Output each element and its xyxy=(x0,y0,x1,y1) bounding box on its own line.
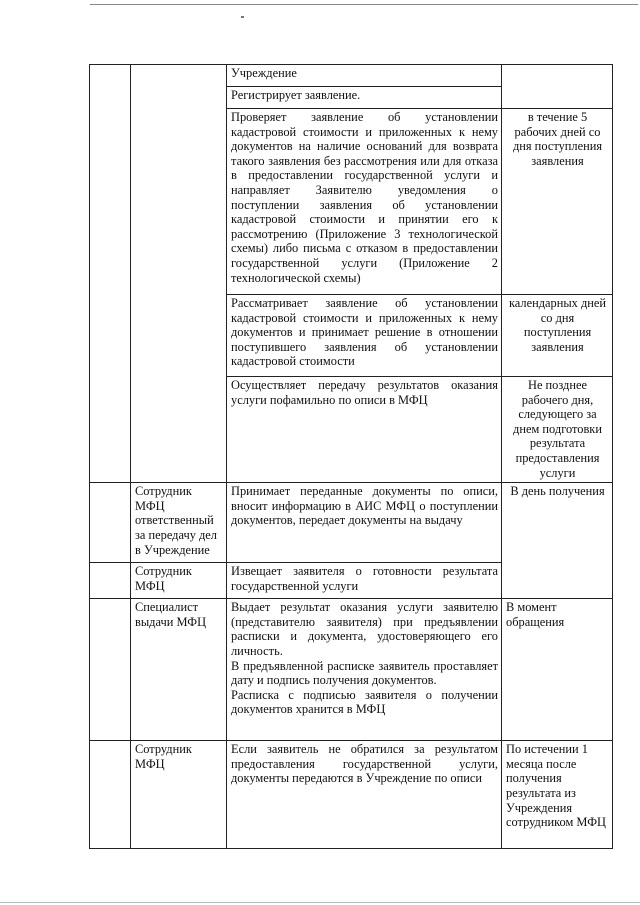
number-cell xyxy=(90,741,131,849)
number-cell xyxy=(90,563,131,599)
term-cell: В день получения xyxy=(502,483,613,599)
actor-cell: Специалист выдачи МФЦ xyxy=(131,599,227,741)
action-cell xyxy=(227,599,502,741)
action-cell: Проверяет заявление об установлении кадастровой стоимости и приложенных к нему документов на наличие оснований для возврата такого заявления без рассмотрения или для отказа в предоставлении государственной услуги и направляет Заявителю уведомления о поступлении заявления об установлении кадастровой стоимости и принятии его к рассмотрению (Приложение 3 технологической схемы) либо письма с отказом в предоставлении государственной услуги (Приложение 2 технологической схемы) xyxy=(227,109,502,295)
number-cell xyxy=(90,65,131,483)
term-cell: Не позднее рабочего дня, следующего за днем подготовки результата предоставления услуги xyxy=(502,377,613,483)
page-mark xyxy=(241,16,244,18)
term-cell: По истечении 1 месяца после получения результата из Учреждения сотрудником МФЦ xyxy=(502,741,613,849)
table-row xyxy=(90,599,613,741)
term-cell xyxy=(502,65,613,109)
actor-cell: Сотрудник МФЦ xyxy=(131,563,227,599)
term-cell: календарных дней со дня поступления заявления xyxy=(502,295,613,377)
process-table xyxy=(89,64,613,849)
term-cell: В момент обращения xyxy=(502,599,613,741)
action-cell: Если заявитель не обратился за результатом предоставления государственной услуги, документы передаются в Учреждение по описи xyxy=(227,741,502,849)
page-top-edge xyxy=(90,4,638,5)
table-row xyxy=(90,741,613,849)
action-paragraph: Расписка с подписью заявителя о получении документов хранится в МФЦ xyxy=(231,687,498,717)
action-paragraph: Выдает результат оказания услуги заявителю (представителю заявителя) при предъявлении расписки и документа, удостоверяющего его личность. xyxy=(231,600,498,658)
number-cell xyxy=(90,483,131,563)
table-row xyxy=(90,483,613,563)
action-cell: Извещает заявителя о готовности результата государственной услуги xyxy=(227,563,502,599)
action-cell: Принимает переданные документы по описи, вносит информацию в АИС МФЦ о поступлении документов, передает документы на выдачу xyxy=(227,483,502,563)
action-cell: Осуществляет передачу результатов оказания услуги пофамильно по описи в МФЦ xyxy=(227,377,502,483)
page-bottom-edge xyxy=(0,902,640,903)
action-cell: Рассматривает заявление об установлении кадастровой стоимости и приложенных к нему документов и принимает решение в отношении поступившего заявления об установлении кадастровой стоимости xyxy=(227,295,502,377)
table-row xyxy=(90,65,613,87)
action-cell: Регистрирует заявление. xyxy=(227,87,502,109)
actor-cell xyxy=(131,65,227,483)
actor-cell: Сотрудник МФЦ ответственный за передачу дел в Учреждение xyxy=(131,483,227,563)
action-cell: Учреждение xyxy=(227,65,502,87)
number-cell xyxy=(90,599,131,741)
term-cell: в течение 5 рабочих дней со дня поступления заявления xyxy=(502,109,613,295)
action-paragraph: В предъявленной расписке заявитель проставляет дату и подпись получения документов. xyxy=(231,658,498,688)
actor-cell: Сотрудник МФЦ xyxy=(131,741,227,849)
